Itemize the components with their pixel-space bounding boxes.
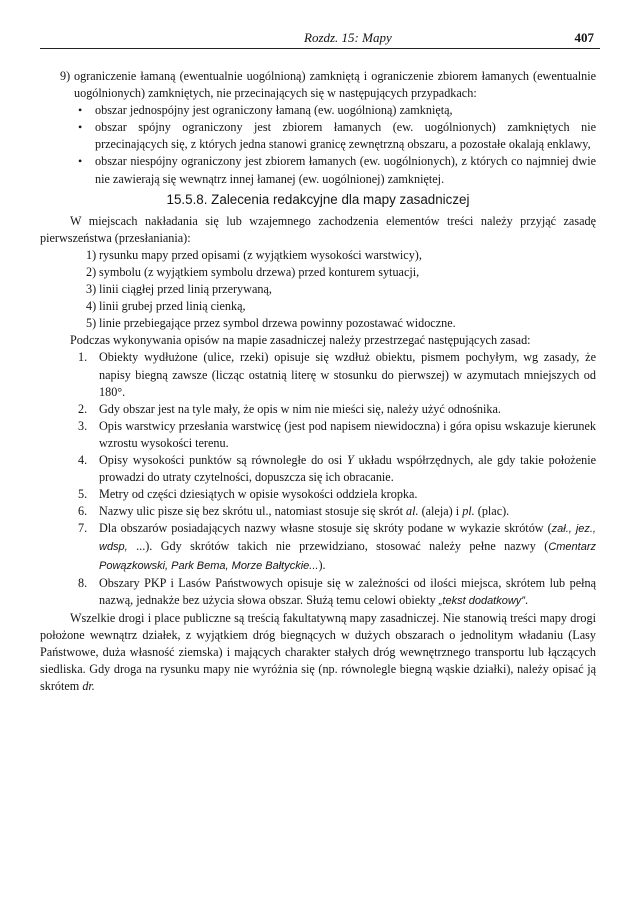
item-text: (aleja) i — [418, 504, 463, 519]
running-title: Rozdz. 15: Mapy — [304, 30, 392, 45]
item-number: 1) — [86, 247, 97, 262]
abbreviation: pl. — [462, 504, 475, 519]
item-number: 8. — [78, 575, 88, 590]
rules-intro: Podczas wykonywania opisów na mapie zasadniczej należy przestrzegać następujących zasad: — [70, 333, 531, 348]
bullet-item: • obszar spójny ograniczony jest zbiorem łamanych (ew. uogólnionych) zamkniętych nie przecinających się, z których jedna stanowi granicę zewnętrzną obszaru, a pozostałe okalają enklawy, — [95, 119, 596, 153]
item-text: linii ciągłej przed linią przerywaną, — [99, 282, 272, 297]
bullet-item: • obszar jednospójny jest ograniczony łamaną (ew. uogólnioną) zamkniętą, — [95, 102, 596, 119]
rule-item — [40, 503, 596, 520]
list-item — [40, 315, 596, 332]
bullet-list — [40, 102, 596, 187]
bullet-item: • obszar niespójny ograniczony jest zbiorem łamanych (ew. uogólnionych), z których co najmniej dwie nie zawierają się wewnątrz innej łamanej (ew. uogólnionej) zamkniętej. — [95, 153, 596, 187]
item-text: ). — [318, 557, 326, 572]
item-text: linie przebiegające przez symbol drzewa powinny pozostawać widoczne. — [99, 316, 456, 331]
item-number: 5) — [86, 316, 97, 331]
item-number: 5. — [78, 487, 88, 502]
item-number: 3. — [78, 418, 88, 433]
rule-item — [40, 349, 596, 400]
axis-symbol: Y — [347, 452, 354, 467]
item-number: 3) — [86, 282, 97, 297]
item-text: Opis warstwicy przesłania warstwicę (jest pod napisem niewidoczna) i góra opisu wskazuje kierunek wzrostu wysokości terenu. — [99, 418, 596, 450]
item-number: 4) — [86, 299, 97, 314]
rule-item — [40, 486, 596, 503]
page-body — [40, 68, 596, 695]
item-text: symbolu (z wyjątkiem symbolu drzewa) przed konturem sytuacji, — [99, 264, 420, 279]
item-text: (plac). — [474, 504, 510, 519]
list-item — [40, 247, 596, 264]
item-text: Dla obszarów posiadających nazwy własne stosuje się skróty podane w wykazie skrótów ( — [99, 521, 552, 536]
abbreviation: al. — [406, 504, 419, 519]
list-item — [40, 298, 596, 315]
item-text: rysunku mapy przed opisami (z wyjątkiem wysokości warstwicy), — [99, 247, 422, 262]
item-number: 6. — [78, 504, 88, 519]
section-intro: W miejscach nakładania się lub wzajemnego zachodzenia elementów treści należy przyjąć zasadę pierwszeństwa (przesłaniania): — [40, 213, 596, 245]
item-text: Obszary PKP i Lasów Państwowych opisuje się w zależności od ilości miejsca, skrótem lub pełną nazwą, jednakże bez użycia słowa obszar. Służą temu celowi obiekty — [99, 575, 596, 607]
item-number: 2) — [86, 264, 97, 279]
page-number: 407 — [574, 30, 594, 45]
closing-paragraph — [40, 610, 596, 695]
item-text: Opisy wysokości punktów są równoległe do osi — [99, 452, 348, 467]
item-text: Obiekty wydłużone (ulice, rzeki) opisuje się wzdłuż obiektu, pismem pochyłym, wg zasady, że napisy biegną zawsze (licząc ostatnią literę w stosunku do pierwszej) w azymutach mniejszych od 180°. — [99, 350, 596, 399]
item-number: 9) — [60, 69, 71, 83]
list-item — [40, 281, 596, 298]
example-names: Cmentarz Powązkowski, Park Bema, Morze Bałtyckie... — [99, 541, 596, 572]
item-9-text: ograniczenie łamaną (ewentualnie uogólnioną) zamkniętą i ograniczenie zbiorem łamanych (ewentualnie uogólnionych) zamkniętych, nie przecinających się w następujących przypadkach: — [74, 69, 596, 101]
item-text: układu współrzędnych, ale gdy takie położenie prowadzi do utraty czytelności, dopuszcza się ich obracanie. — [99, 452, 596, 485]
abbreviation-list: zał., jez., wdsp, — [99, 523, 596, 554]
rule-item — [40, 452, 596, 486]
item-number: 7. — [78, 521, 88, 536]
item-text: linii grubej przed linią cienką, — [99, 299, 246, 314]
item-text: ...). Gdy skrótów takich nie przewidziano, stosować należy pełne nazwy ( — [127, 539, 549, 554]
object-name: „tekst dodatkowy” — [438, 594, 525, 607]
item-text: Nazwy ulic pisze się bez skrótu ul., natomiast stosuje się skrót — [99, 504, 406, 519]
item-text: . — [524, 592, 529, 607]
rule-item — [40, 418, 596, 452]
list-item-9 — [40, 68, 596, 102]
paragraph-text: Wszelkie drogi i place publiczne są treścią fakultatywną mapy zasadniczej. Nie stanowią treści mapy drogi położone wewnątrz działek, z wyjątkiem dróg biegnących w dużych obszarach o jednolitym władaniu (Lasy Państwowe, duża własność ziemska) i mających charakter stałych dróg wewnętrznego transportu lub łączących siedliska. Gdy droga na rysunku mapy nie wyróżnia się (np. równolegle biegną wąskie działki), należy opisać ją skrótem — [40, 610, 596, 694]
list-item — [40, 264, 596, 281]
item-number: 4. — [78, 452, 88, 467]
page-header — [40, 28, 600, 49]
item-number: 1. — [78, 350, 88, 365]
section-heading: 15.5.8. Zalecenia redakcyjne dla mapy zasadniczej — [166, 191, 470, 207]
abbreviation: dr. — [82, 679, 95, 694]
item-text: Metry od części dziesiątych w opisie wysokości oddziela kropka. — [99, 487, 418, 502]
rules-list — [40, 349, 596, 609]
rule-item — [40, 401, 596, 418]
rule-item — [40, 520, 596, 574]
priority-list — [40, 247, 596, 332]
item-number: 2. — [78, 401, 88, 416]
item-text: Gdy obszar jest na tyle mały, że opis w nim nie mieści się, należy użyć odnośnika. — [99, 401, 501, 416]
rule-item — [40, 575, 596, 610]
